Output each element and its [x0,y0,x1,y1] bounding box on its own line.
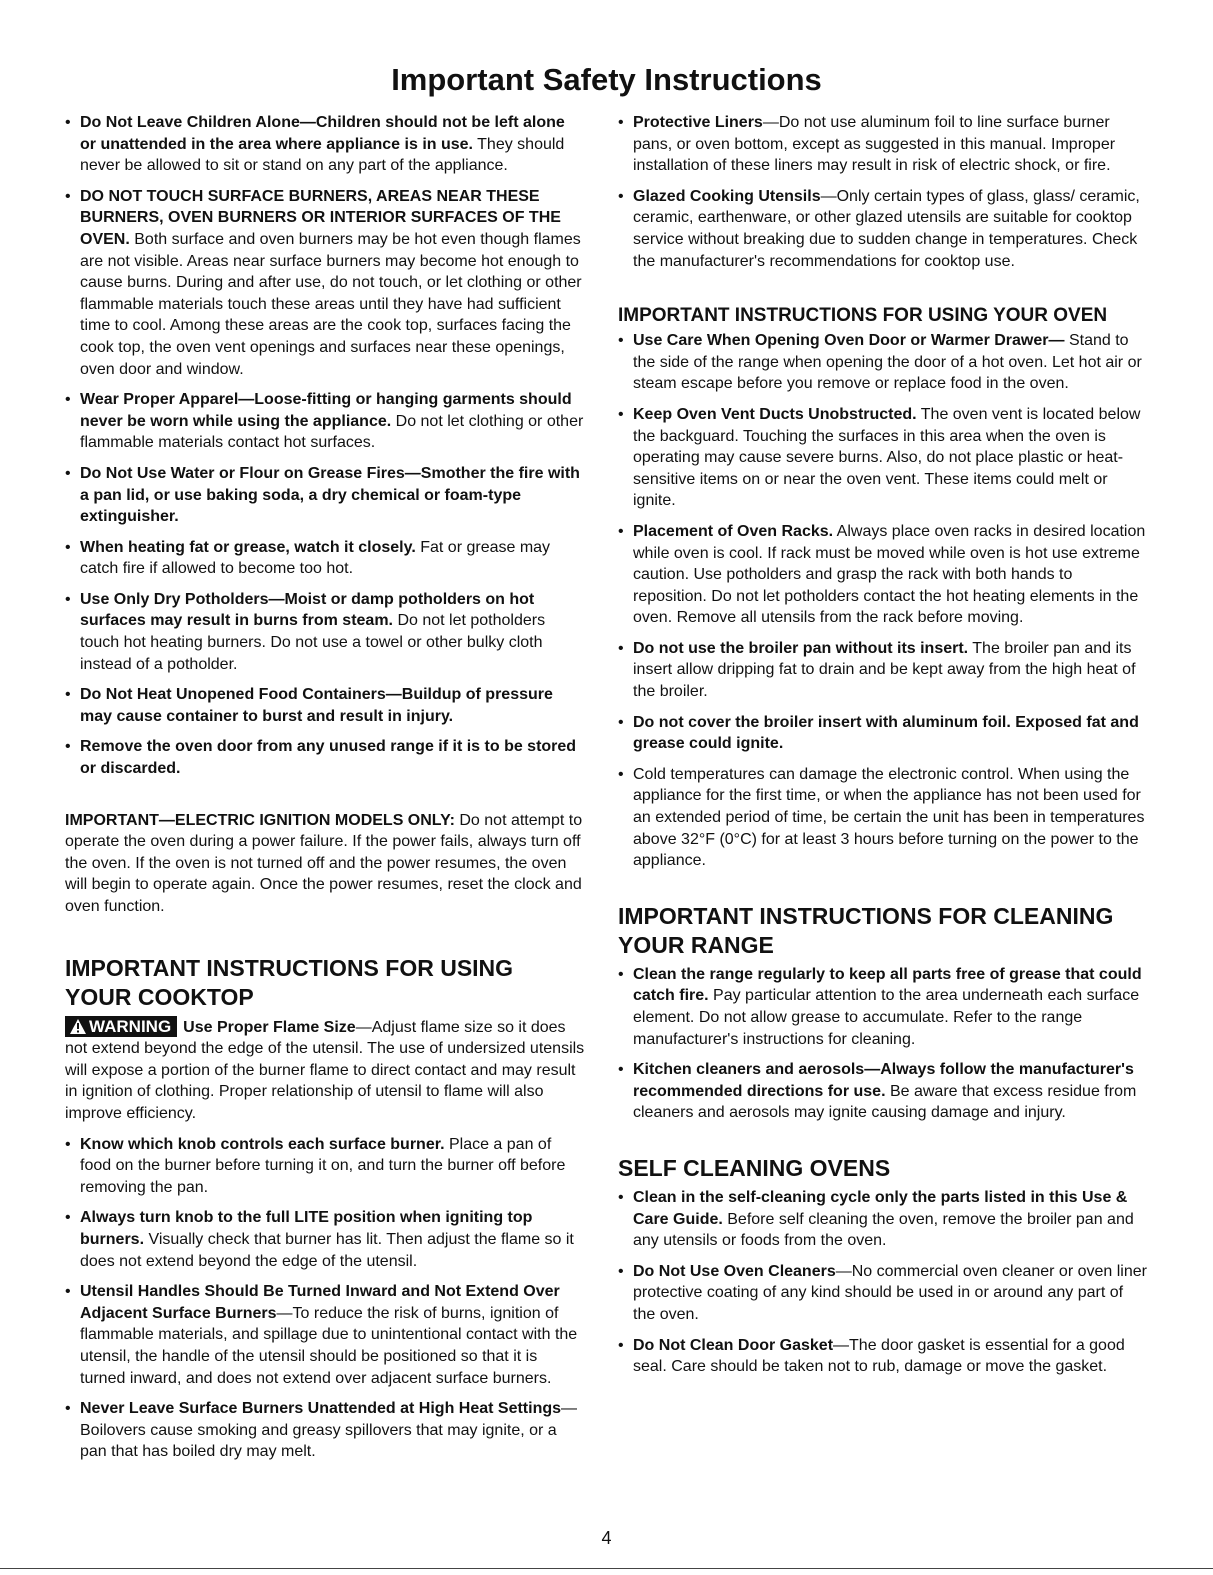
list-item: • Clean in the self-cleaning cycle only the parts listed in this Use & Care Guide. Before self cleaning the oven, remove the broiler pan and any utensils or foods from the oven. [618,1188,1134,1250]
list-item: • DO NOT TOUCH SURFACE BURNERS, AREAS NEAR THESE BURNERS, OVEN BURNERS OR INTERIOR SURFACES OF THE OVEN. Both surface and oven burners may be hot even though flames are not visible. Areas near surface burners may become hot enough to cause burns. During and after use, do not touch, or let clothing or other flammable materials touch these areas until they have had sufficient time to cool. Among these areas are the cook top, surfaces facing the cook top, the oven vent openings and surfaces near these openings, oven door and window. [65,187,582,378]
utensil-list [618,112,1148,272]
list-item: • Use Care When Opening Oven Door or Warmer Drawer— Stand to the side of the range when opening the door of a hot oven. Let hot air or steam escape before you remove or replace food in the oven. [618,332,1142,393]
list-item: • Keep Oven Vent Ducts Unobstructed. The oven vent is located below the backguard. Touching the surfaces in this area when the oven is operating may cause severe burns. Also, do not place plastic or heat-sensitive items on or near the oven vent. These items could melt or ignite. [618,405,1141,510]
list-item: • Placement of Oven Racks. Always place oven racks in desired location while oven is cool. If rack must be moved while oven is hot use extreme caution. Use potholders and grasp the rack with both hands to reposition. Do not let potholders contact the hot heating elements in the oven. Remove all utensils from the rack before moving. [618,522,1146,627]
list-item: • Glazed Cooking Utensils—Only certain types of glass, glass/ ceramic, ceramic, earthenware, or other glazed utensils are suitable for cooktop service without breaking due to sudden change in temperatures. Check the manufacturer's recommendations for cooktop use. [618,187,1140,270]
cooktop-heading: IMPORTANT INSTRUCTIONS FOR USING YOUR COOKTOP [65,954,514,1010]
list-item: • When heating fat or grease, watch it closely. Fat or grease may catch fire if allowed to become too hot. [65,538,551,578]
list-item: • Do not cover the broiler insert with aluminum foil. Exposed fat and grease could ignite. [618,713,1139,753]
list-item: • Cold temperatures can damage the electronic control. When using the appliance for the first time, or when the appliance has not been used for an extended period of time, be certain the unit has been in temperatures above 32°F (0°C) for at least 3 hours before turning on the power to the appliance. [618,765,1145,870]
cooktop-list [65,1134,585,1463]
page-title: Important Safety Instructions [391,62,822,97]
bottom-divider [0,1568,1213,1569]
self-cleaning-heading: SELF CLEANING OVENS [618,1154,891,1181]
general-safety-list [65,112,585,780]
electric-ignition-note: IMPORTANT—ELECTRIC IGNITION MODELS ONLY: Do not attempt to operate the oven during a power failure. If the power fails, always turn off the oven. If the oven is not turned off and the power resumes, the oven will begin to operate again. Once the power resumes, reset the clock and oven function. [65,811,583,915]
list-item: • Utensil Handles Should Be Turned Inward and Not Extend Over Adjacent Surface Burners—To reduce the risk of burns, ignition of flammable materials, and spillage due to unintentional contact with the utensil, the handle of the utensil should be positioned so that it is turned inward, and does not extend over adjacent surface burners. [65,1283,578,1387]
list-item: • Always turn knob to the full LITE position when igniting top burners. Visually check that burner has lit. Then adjust the flame so it does not extend beyond the edge of the utensil. [65,1209,574,1270]
list-item: • Protective Liners—Do not use aluminum foil to line surface burner pans, or oven bottom, except as suggested in this manual. Improper installation of these liners may result in risk of electric shock, or fire. [618,114,1116,175]
cleaning-list [618,964,1148,1124]
list-item: • Know which knob controls each surface burner. Place a pan of food on the burner before turning it on, and turn the burner off before removing the pan. [65,1135,566,1196]
warning-badge: WARNING [65,1016,177,1037]
right-column [618,112,1148,1387]
list-item: • Do Not Use Oven Cleaners—No commercial oven cleaner or oven liner protective coating of any kind should be used in or around any part of the oven. [618,1262,1147,1323]
list-item: • Use Only Dry Potholders—Moist or damp potholders on hot surfaces may result in burns from steam. Do not let potholders touch hot heating burners. Do not use a towel or other bulky cloth instead of a potholder. [65,590,546,673]
cleaning-heading: IMPORTANT INSTRUCTIONS FOR CLEANING YOUR RANGE [618,902,1114,958]
warning-triangle-icon [69,1018,87,1035]
list-item: • Do Not Use Water or Flour on Grease Fires—Smother the fire with a pan lid, or use baking soda, a dry chemical or foam-type extinguisher. [65,464,580,526]
list-item: • Do Not Heat Unopened Food Containers—Buildup of pressure may cause container to burst and result in injury. [65,686,553,725]
list-item: • Do Not Leave Children Alone—Children should not be left alone or unattended in the area where appliance is in use. They should never be allowed to sit or stand on any part of the appliance. [65,114,565,175]
warning-paragraph: WARNING Use Proper Flame Size—Adjust flame size so it does not extend beyond the edge of the utensil. The use of undersized utensils will expose a portion of the burner flame to direct contact and may result in ignition of clothing. Proper relationship of utensil to flame will also improve efficiency. [65,1016,585,1122]
list-item: • Clean the range regularly to keep all parts free of grease that could catch fire. Pay particular attention to the area underneath each surface element. Do not allow grease to accumulate. Refer to the range manufacturer's instructions for cleaning. [618,965,1142,1048]
oven-list [618,330,1148,872]
list-item: • Do Not Clean Door Gasket—The door gasket is essential for a good seal. Care should be taken not to rub, damage or move the gasket. [618,1336,1125,1376]
list-item: • Do not use the broiler pan without its insert. The broiler pan and its insert allow dripping fat to drain and be kept away from the high heat of the broiler. [618,639,1136,701]
list-item: • Remove the oven door from any unused range if it is to be stored or discarded. [65,738,577,778]
list-item: • Kitchen cleaners and aerosols—Always follow the manufacturer's recommended directions for use. Be aware that excess residue from cleaners and aerosols may ignite causing damage and injury. [618,1061,1137,1122]
list-item: • Never Leave Surface Burners Unattended at High Heat Settings—Boilovers cause smoking and greasy spillovers that may ignite, or a pan that has boiled dry may melt. [65,1400,578,1461]
list-item: • Wear Proper Apparel—Loose-fitting or hanging garments should never be worn while using the appliance. Do not let clothing or other flammable materials contact hot surfaces. [65,391,584,452]
left-column [65,112,585,1472]
page-number: 4 [601,1528,612,1548]
oven-heading: IMPORTANT INSTRUCTIONS FOR USING YOUR OVEN [618,305,1108,327]
self-cleaning-list [618,1187,1148,1378]
